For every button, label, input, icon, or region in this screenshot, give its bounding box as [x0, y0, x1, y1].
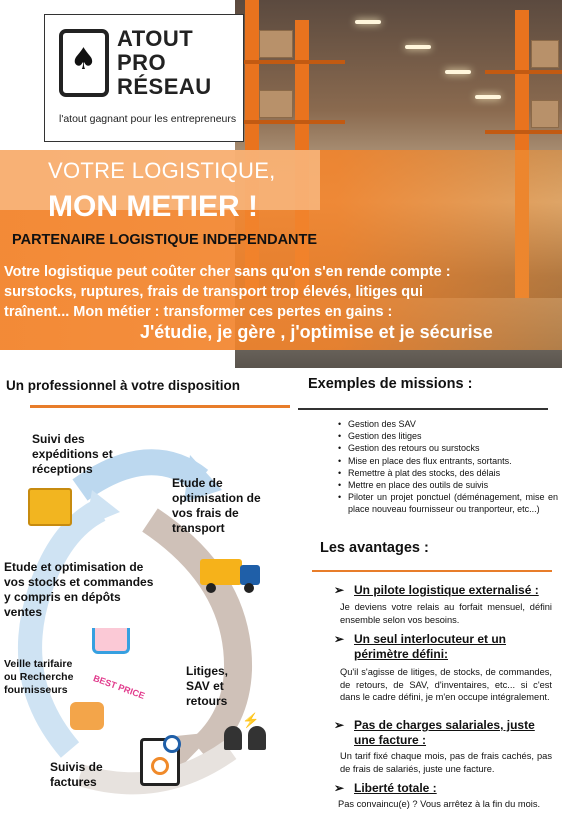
spade-card-icon: ♠: [59, 29, 109, 97]
arrow-bullet-icon: ➢: [334, 781, 345, 795]
team-icon: ⚡: [222, 712, 274, 752]
advantage-body-2: Qu'il s'agisse de litiges, de stocks, de commandes, de retours, de SAV, d'inventaires, etc... si c'est dans le cadre défini, je m'en occupe intégralement.: [340, 667, 552, 702]
list-item: • Mise en place des flux entrants, sortants.: [338, 455, 558, 467]
logo-line-1: ATOUT: [117, 26, 194, 51]
advantage-heading-1: Un pilote logistique externalisé :: [354, 583, 539, 597]
advantage-body-4: Pas convaincu(e) ? Vous arrêtez à la fin du mois.: [338, 799, 541, 809]
arrow-bullet-icon: ➢: [334, 583, 345, 597]
invoice-gear-icon: [140, 738, 180, 786]
arrow-bullet-icon: ➢: [334, 632, 345, 646]
service-cycle: [0, 420, 300, 813]
advantage-body-3: Un tarif fixé chaque mois, pas de frais cachés, pas de frais de salariés, juste une facture.: [340, 751, 552, 774]
advantage-heading-3: Pas de charges salariales, juste une facture :: [354, 718, 535, 747]
advantage-heading-4: Liberté totale :: [354, 781, 437, 795]
missions-list: [338, 418, 558, 516]
hero-body: Votre logistique peut coûter cher sans qu'on s'en rende compte : surstocks, ruptures, frais de transport trop élevés, litiges qui traînent... Mon métier : transformer ces pertes en gains :: [4, 264, 451, 320]
logo-tagline: l'atout gagnant pour les entrepreneurs: [59, 113, 237, 125]
company-logo: [44, 14, 244, 142]
arrow-bullet-icon: ➢: [334, 718, 345, 732]
missions-divider: [298, 408, 548, 410]
list-item: • Remettre à plat des stocks, des délais: [338, 467, 558, 479]
best-price-label: BEST PRICE: [91, 673, 147, 701]
missions-title: Exemples de missions :: [308, 376, 473, 392]
list-item: • Piloter un projet ponctuel (déménagement, mise en place nouveau fournisseur ou tranporteur, etc...): [338, 491, 558, 515]
hero-title-line-2: MON METIER !: [48, 190, 258, 223]
cycle-step-disputes: Litiges, SAV et retours: [186, 664, 229, 708]
logo-line-3: RÉSEAU: [117, 74, 212, 99]
cycle-step-suppliers: Veille tarifaire ou Recherche fournisseurs: [4, 658, 74, 696]
hero-title-line-1: VOTRE LOGISTIQUE,: [48, 158, 276, 183]
list-item: • Gestion des litiges: [338, 430, 558, 442]
left-section-title: Un professionnel à votre disposition: [6, 378, 241, 393]
cycle-step-stocks: Etude et optimisation de vos stocks et commandes y compris en dépôts ventes: [4, 560, 154, 619]
logo-line-2: PRO: [117, 50, 167, 75]
advantage-heading-2: Un seul interlocuteur et un périmètre défini:: [354, 632, 507, 661]
cycle-step-shipments: Suivi des expéditions et réceptions: [32, 432, 113, 476]
list-item: • Gestion des SAV: [338, 418, 558, 430]
thumbs-up-icon: [70, 702, 104, 730]
shopping-cart-icon: [92, 628, 130, 654]
hero-emphasis: J'étudie, je gère , j'optimise et je sécurise: [140, 322, 493, 342]
advantages-title: Les avantages :: [320, 540, 429, 556]
advantages-divider: [312, 570, 552, 572]
hero-banner: [0, 0, 562, 368]
list-item: • Mettre en place des outils de suivis: [338, 479, 558, 491]
left-divider: [30, 405, 290, 408]
list-item: • Gestion des retours ou surstocks: [338, 442, 558, 454]
cycle-step-transport: Etude de optimisation de vos frais de transport: [172, 476, 261, 535]
hero-subtitle: PARTENAIRE LOGISTIQUE INDEPENDANTE: [12, 232, 318, 248]
package-icon: [28, 488, 72, 526]
delivery-truck-icon: [200, 555, 262, 591]
advantage-body-1: Je deviens votre relais au forfait mensuel, défini ensemble selon vos besoins.: [340, 602, 552, 625]
cycle-step-invoices: Suivis de factures: [50, 760, 103, 789]
